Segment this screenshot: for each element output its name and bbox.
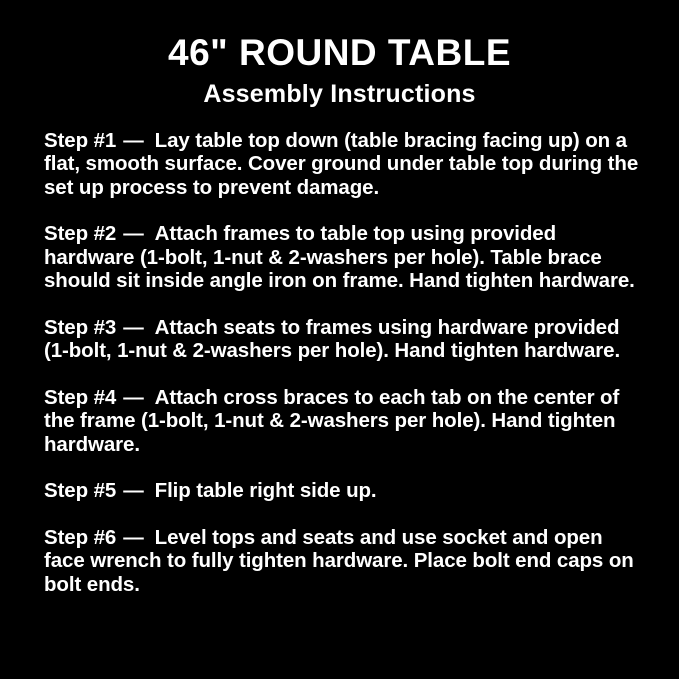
step-item-6 [44,526,643,597]
step-text: Level tops and seats and use socket and open face wrench to fully tighten hardware. Place bolt end caps on bolt ends. [44,525,634,596]
step-separator: — [123,479,144,503]
step-separator: — [123,128,144,152]
step-label: Step #3 [44,315,117,339]
step-item-1 [44,129,643,200]
page-title: 46" ROUND TABLE [168,32,511,73]
step-item-4 [44,386,643,457]
step-text: Attach seats to frames using hardware provided (1-bolt, 1-nut & 2-washers per hole). Hand tighten hardware. [44,315,621,363]
step-text: Attach cross braces to each tab on the center of the frame (1-bolt, 1-nut & 2-washers per hole). Hand tighten hardware. [44,385,620,456]
step-text: Lay table top down (table bracing facing up) on a flat, smooth surface. Cover ground under table top during the set up process to prevent damage. [44,128,639,199]
step-text: Flip table right side up. [154,479,377,503]
step-separator: — [123,525,144,549]
step-text: Attach frames to table top using provided hardware (1-bolt, 1-nut & 2-washers per hole). Table brace should sit inside angle iron on frame. Hand tighten hardware. [44,222,635,293]
step-label: Step #6 [44,525,117,549]
step-label: Step #2 [44,222,117,246]
step-separator: — [123,385,144,409]
step-item-2 [44,222,643,293]
step-label: Step #1 [44,128,117,152]
step-label: Step #4 [44,385,117,409]
step-label: Step #5 [44,479,117,503]
steps-list [44,129,643,597]
step-separator: — [123,315,144,339]
page-subtitle: Assembly Instructions [203,79,476,108]
step-separator: — [123,222,144,246]
step-item-3 [44,316,643,363]
header [36,34,643,109]
step-item-5 [44,479,643,503]
